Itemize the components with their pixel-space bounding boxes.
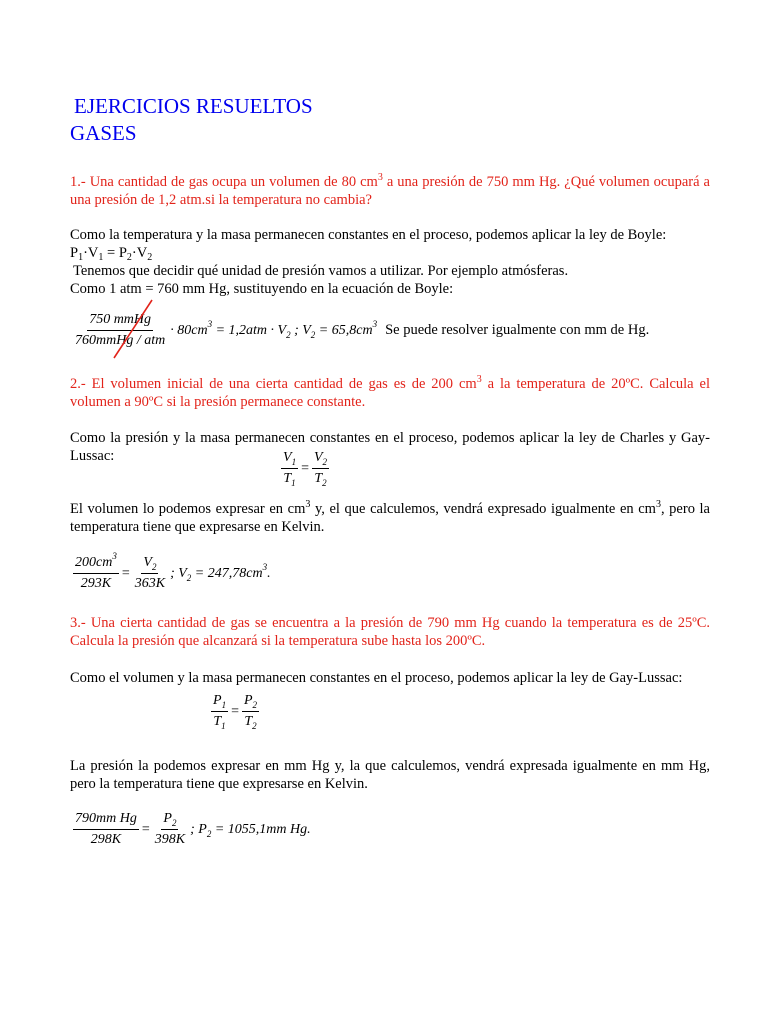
exercise-2-paragraph-1: Como la presión y la masa permanecen constantes en el proceso, podemos aplicar la ley de Charles y Gay-Lussac: (70, 430, 710, 464)
boyle-law: $P_1\cdot V_1 = P_2\cdot V_2$ (70, 245, 153, 263)
pressure-fraction: $\frac{\text{750 mmHg}}{\text{760mmHg / atm}}$ (75, 312, 166, 348)
exercise-1-paragraph-2: Tenemos que decidir qué unidad de presión vamos a utilizar. Por ejemplo atmósferas. (73, 263, 569, 279)
exercise-2-paragraph-2: El volumen lo podemos expresar en $cm^3$ y, el que calculemos, vendrá expresado igualmente en $cm^3$, pero la temperatura tiene que expresarse en Kelvin. (70, 499, 710, 535)
exercise-2-calculation: $\frac{200cm^3}{293K}$ = $\frac{V_2}{363K}$ ; $V_2 = 247,78cm^3$. (75, 551, 271, 591)
exercise-1-question: 1.- Una cantidad de gas ocupa un volumen de 80 $cm^3$ a una presión de 750 mm Hg. ¿Qué volumen ocupará a una presión de 1,2 atm.si la temperatura no cambia? (70, 172, 710, 208)
document-title: EJERCICIOS RESUELTOS (74, 94, 313, 118)
document-subtitle: GASES (70, 121, 137, 145)
exercise-2-question: 2.- El volumen inicial de una cierta cantidad de gas es de 200 $cm^3$ a la temperatura de 20ºC. Calcula el volumen a 90ºC si la presión permanece constante. (70, 374, 710, 410)
gay-lussac-law-formula: $\frac{P_1}{T_1}$ = $\frac{P_2}{T_2}$ (213, 693, 258, 731)
exercise-3-paragraph-1: Como el volumen y la masa permanecen constantes en el proceso, podemos aplicar la ley de Gay-Lussac: (70, 670, 683, 686)
exercise-3-question: 3.- Una cierta cantidad de gas se encuentra a la presión de 790 mm Hg cuando la temperatura es de 25ºC. Calcula la presión que alcanzará si la temperatura sube hasta los 200ºC. (70, 615, 710, 649)
exercise-1-note: Se puede resolver igualmente con mm de Hg. (385, 322, 650, 338)
charles-law-formula: $\frac{V_1}{T_1}$ = $\frac{V_2}{T_2}$ (283, 450, 328, 488)
exercise-1-paragraph-1: Como la temperatura y la masa permanecen constantes en el proceso, podemos aplicar la ley de Boyle: (70, 227, 667, 243)
exercise-3-calculation: $\frac{\text{790mm Hg}}{298K}$ = $\frac{P_2}{398K}$ ; $P_2 = 1055,1mm$ Hg. (75, 811, 311, 847)
exercise-3-paragraph-2: La presión la podemos expresar en mm Hg y, la que calculemos, vendrá expresada igualmente en mm Hg, pero la temperatura tiene que expresarse en Kelvin. (70, 758, 710, 792)
handwritten-slash-mark (108, 298, 158, 360)
exercise-1-paragraph-3: Como 1 atm = 760 mm Hg, sustituyendo en la ecuación de Boyle: (70, 281, 454, 297)
exercise-1-calculation: $\frac{\text{750 mmHg}}{\text{760mmHg / atm}}$ · $80cm^3 = 1,2atm \cdot V_2$ ; $V_2 = 65,8cm^3$ Se puede resolver igualmente con mm de Hg. (75, 312, 650, 348)
